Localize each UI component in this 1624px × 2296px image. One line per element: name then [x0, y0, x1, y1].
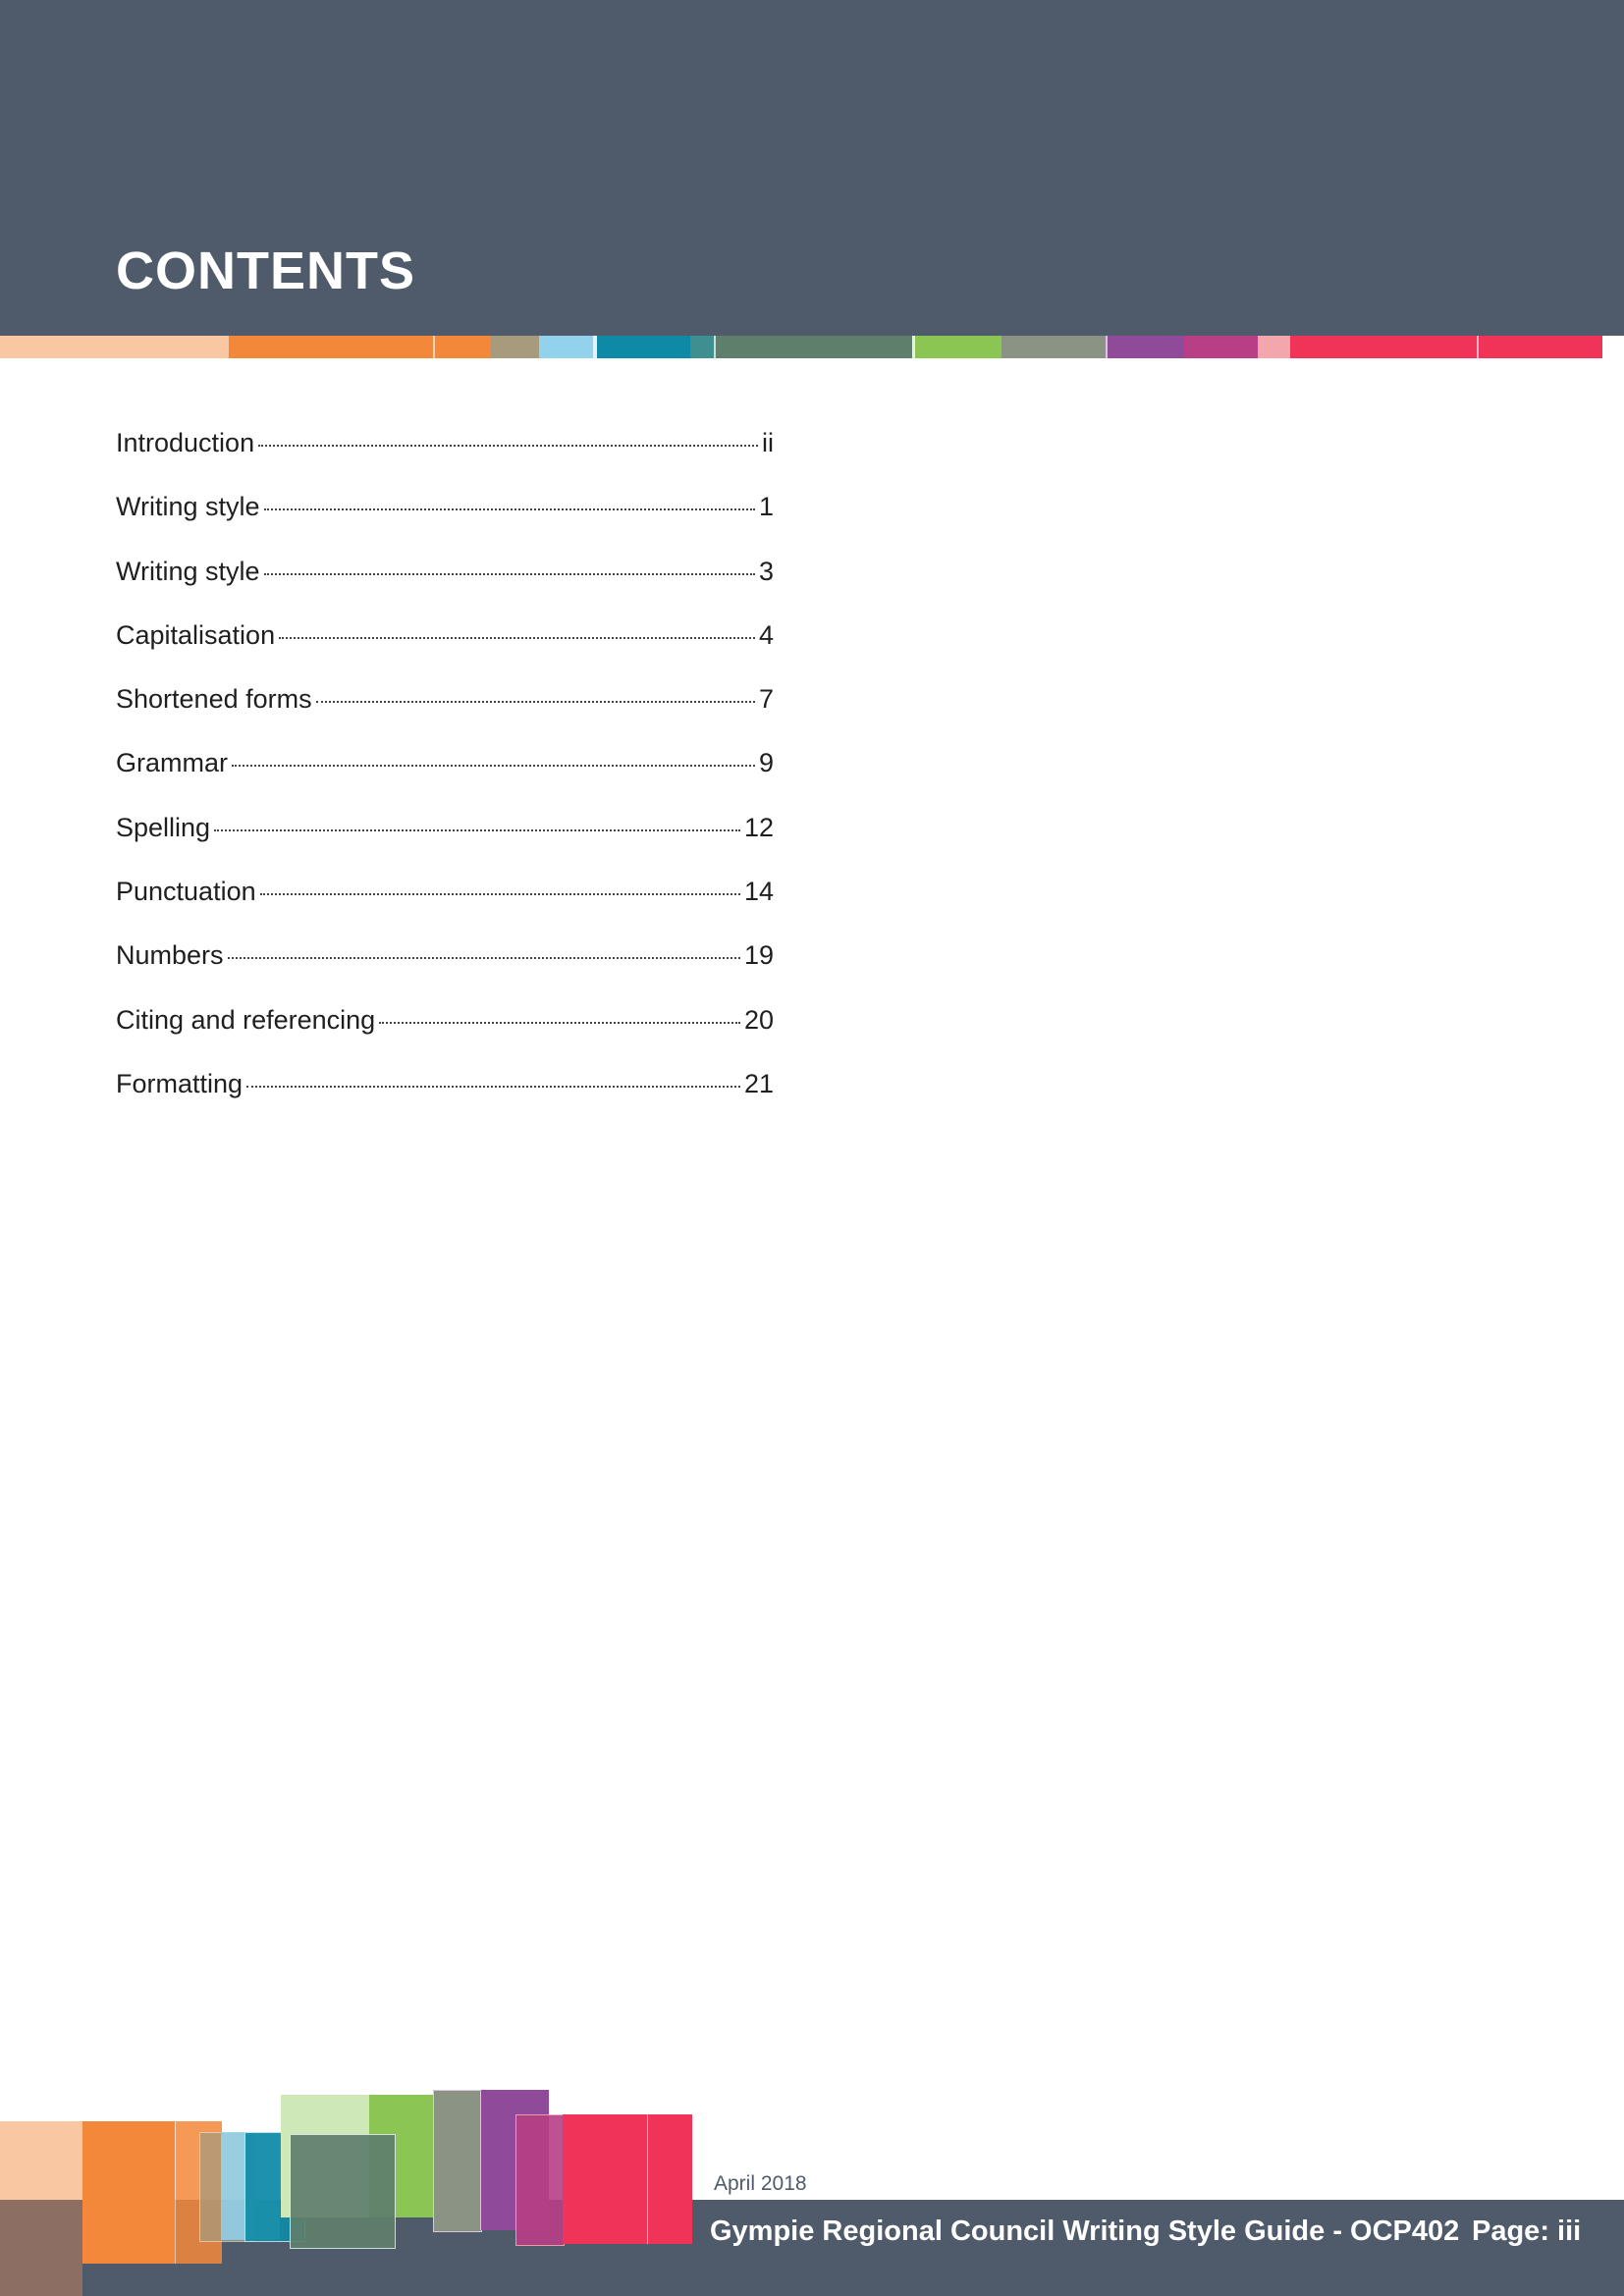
- toc-entry[interactable]: [116, 1005, 774, 1069]
- dot-leader: [279, 637, 755, 639]
- toc-entry-page: 1: [758, 492, 774, 522]
- toc-entry[interactable]: [116, 877, 774, 940]
- toc-entry-title: Citing and referencing: [116, 1004, 376, 1035]
- toc-entry-page: 14: [743, 877, 774, 907]
- stripe-segment: [1290, 336, 1477, 358]
- stripe-segment: [539, 336, 593, 358]
- table-of-contents: [116, 428, 774, 1133]
- decor-block: [515, 2114, 565, 2246]
- stripe-segment: [597, 336, 690, 358]
- decor-block: [433, 2090, 482, 2232]
- dot-leader: [232, 765, 755, 767]
- toc-entry[interactable]: [116, 940, 774, 1004]
- toc-entry[interactable]: [116, 428, 774, 492]
- dot-leader: [264, 508, 755, 510]
- toc-entry-title: Writing style: [116, 492, 260, 522]
- page-title: CONTENTS: [116, 241, 415, 300]
- dot-leader: [316, 701, 755, 703]
- stripe-segment: [1479, 336, 1602, 358]
- toc-entry[interactable]: [116, 492, 774, 556]
- toc-entry-title: Grammar: [116, 748, 228, 778]
- footer-decorative-blocks: [0, 2081, 707, 2296]
- toc-entry-page: 3: [758, 556, 774, 586]
- toc-entry[interactable]: [116, 620, 774, 684]
- stripe-segment: [229, 336, 433, 358]
- toc-entry[interactable]: [116, 813, 774, 877]
- toc-entry[interactable]: [116, 748, 774, 812]
- toc-entry-title: Spelling: [116, 812, 211, 842]
- toc-entry-page: 20: [743, 1004, 774, 1035]
- toc-entry[interactable]: [116, 1069, 774, 1133]
- toc-entry-title: Numbers: [116, 940, 224, 971]
- stripe-segment: [915, 336, 1001, 358]
- toc-entry[interactable]: [116, 557, 774, 620]
- toc-entry-title: Introduction: [116, 428, 255, 457]
- stripe-segment: [1108, 336, 1184, 358]
- dot-leader: [258, 445, 758, 447]
- toc-entry-title: Writing style: [116, 556, 260, 586]
- dot-leader: [246, 1086, 740, 1088]
- stripe-segment: [690, 336, 714, 358]
- toc-entry-page: 21: [743, 1068, 774, 1098]
- stripe-segment: [1184, 336, 1258, 358]
- stripe-segment: [716, 336, 912, 358]
- dot-leader: [379, 1022, 740, 1024]
- toc-entry-title: Punctuation: [116, 877, 256, 907]
- toc-entry-page: 9: [758, 748, 774, 778]
- decor-block: [0, 2200, 82, 2296]
- decor-block: [82, 2121, 175, 2264]
- toc-entry[interactable]: [116, 684, 774, 748]
- stripe-segment: [0, 336, 229, 358]
- toc-entry-title: Formatting: [116, 1068, 244, 1098]
- stripe-segment: [435, 336, 491, 358]
- dot-leader: [228, 957, 740, 959]
- page-header: [0, 0, 1624, 336]
- stripe-segment: [1258, 336, 1290, 358]
- toc-entry-title: Shortened forms: [116, 684, 312, 715]
- stripe-segment: [1001, 336, 1106, 358]
- color-stripe: [0, 336, 1624, 358]
- toc-entry-page: 19: [743, 940, 774, 971]
- decor-block: [563, 2114, 692, 2244]
- decor-block: [290, 2134, 396, 2249]
- toc-entry-page: 12: [743, 812, 774, 842]
- dot-leader: [260, 893, 740, 895]
- dot-leader: [214, 829, 740, 831]
- footer-document-title: Gympie Regional Council Writing Style Guide - OCP402: [710, 2216, 1460, 2247]
- toc-entry-title: Capitalisation: [116, 619, 276, 650]
- toc-entry-page: 7: [758, 684, 774, 715]
- decor-block: [647, 2114, 648, 2244]
- stripe-segment: [491, 336, 539, 358]
- footer-date: April 2018: [714, 2172, 807, 2195]
- toc-entry-page: 4: [758, 619, 774, 650]
- footer-page-number: Page: iii: [1472, 2216, 1582, 2247]
- dot-leader: [264, 573, 755, 575]
- toc-entry-page: ii: [762, 428, 774, 457]
